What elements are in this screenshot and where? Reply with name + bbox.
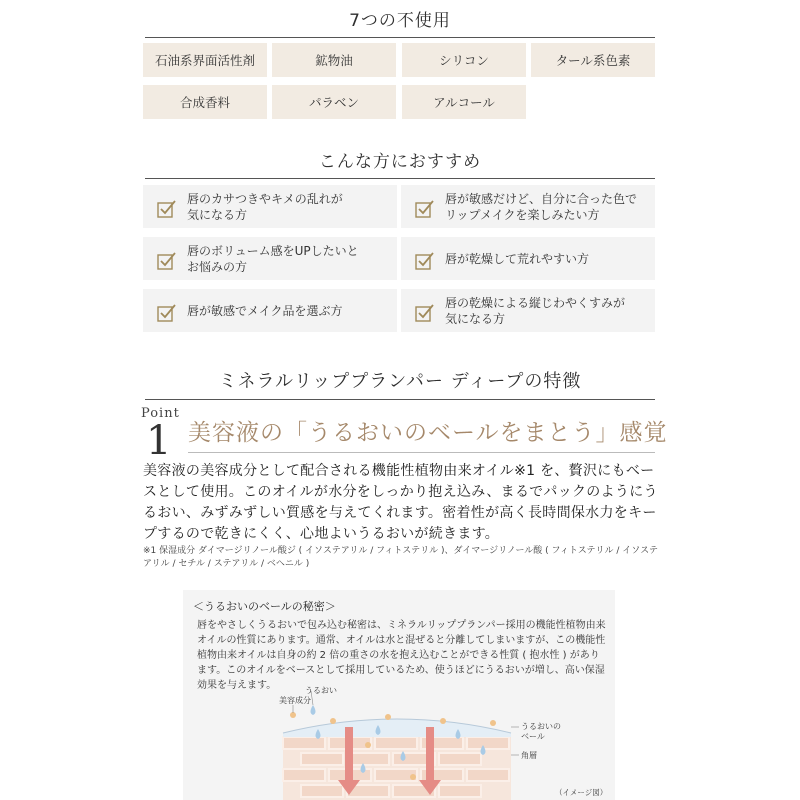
free-tag: シリコン — [402, 43, 526, 77]
moisture-veil-diagram — [183, 685, 615, 800]
recommend-text: 唇の乾燥による縦じわやくすみが 気になる方 — [445, 295, 626, 326]
label-uruoi: うるおい — [305, 686, 337, 695]
divider — [188, 452, 655, 453]
recommend-text: 唇が敏感でメイク品を選ぶ方 — [187, 303, 343, 318]
checkbox-icon — [415, 251, 435, 271]
label-image: （イメージ図） — [555, 788, 608, 797]
label-layer: 角層 — [521, 751, 537, 760]
recommend-text: 唇のボリューム感をUPしたいと お悩みの方 — [187, 243, 359, 274]
checkbox-icon — [157, 251, 177, 271]
checkbox-icon — [157, 199, 177, 219]
free-tag: 合成香料 — [143, 85, 267, 119]
label-veil-line1: うるおいの — [521, 722, 561, 731]
recommend-item — [143, 185, 397, 228]
point-title: 美容液の「うるおいのベールをまとう」感覚 — [188, 420, 668, 446]
checkbox-icon — [415, 303, 435, 323]
secret-box-title: ＜うるおいのベールの秘密＞ — [193, 600, 336, 613]
free-tag: 鉱物油 — [272, 43, 396, 77]
recommend-item — [143, 237, 397, 280]
point-label: Point — [141, 406, 180, 421]
free-tag: パラベン — [272, 85, 396, 119]
section-title-free: 7つの不使用 — [145, 6, 655, 38]
checkbox-icon — [157, 303, 177, 323]
label-veil — [521, 722, 564, 741]
checkbox-icon — [415, 199, 435, 219]
recommend-text: 唇が乾燥して荒れやすい方 — [445, 251, 590, 266]
free-tag: アルコール — [402, 85, 526, 119]
secret-box — [183, 590, 615, 800]
secret-box-text: 唇をやさしくうるおいで包み込む秘密は、ミネラルリッププランパー採用の機能性植物由来オイルの性質にあります。通常、オイルは水と混ぜると分離してしまいますが、この機能性植物由来オイルは自身の約 2 倍の重さの水を抱え込むことができる性質 ( 抱水性 ) があります。このオイルをベースとして採用しているため、使うほどにうるおいが増し、高い保湿効果を与えます。 — [197, 620, 606, 691]
recommend-text: 唇が敏感だけど、自分に合った色で リップメイクを楽しみたい方 — [445, 191, 638, 222]
recommend-text: 唇のカサつきやキメの乱れが 気になる方 — [187, 191, 343, 222]
recommend-item — [401, 185, 655, 228]
recommend-item — [143, 289, 397, 332]
section-title-features: ミネラルリッププランパー ディープの特徴 — [145, 367, 655, 400]
free-tag: 石油系界面活性剤 — [143, 43, 267, 77]
point-number: 1 — [146, 418, 172, 464]
label-veil-line2: ベール — [521, 732, 545, 741]
section-title-recommend: こんな方におすすめ — [145, 147, 655, 179]
recommend-item — [401, 237, 655, 280]
feature-description: 美容液の美容成分として配合される機能性植物由来オイル※1 を、贅沢にもベースとして使用。このオイルが水分をしっかり抱え込み、まるでパックのようにうるおい、みずみずしい質感を与えてくれます。密着性が高く長時間保水力をキープするので乾きにくく、心地よいうるおいが続きます。 — [143, 463, 658, 542]
free-tag: タール系色素 — [531, 43, 655, 77]
recommend-item — [401, 289, 655, 332]
footnote: ※1 保湿成分 ダイマージリノール酸ジ ( イソステアリル / フィトステリル )、ダイマージリノール酸 ( フィトステリル / イソステアリル / セチル / ステアリル / ベヘニル ) — [143, 546, 658, 569]
label-biyo: 美容成分 — [279, 696, 311, 705]
